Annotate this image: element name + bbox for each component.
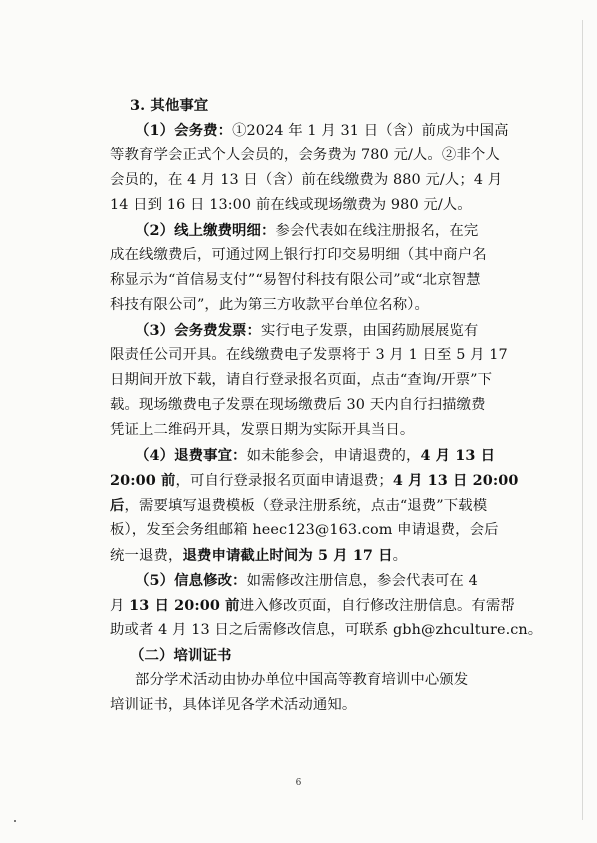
document-body (110, 93, 543, 718)
text-line (110, 693, 496, 718)
text-line (110, 93, 496, 118)
bold-text: 后 (110, 497, 125, 514)
bold-text: 4 月 13 日 20:00 (392, 472, 519, 489)
text-line (110, 143, 500, 168)
body-text: 月 (110, 598, 130, 614)
bold-text: （3）会务费发票： (135, 322, 262, 339)
bold-text: （二）培训证书 (130, 647, 232, 664)
text-line (110, 343, 508, 368)
text-line (110, 468, 519, 493)
text-line (110, 118, 509, 143)
text-line (110, 418, 496, 443)
body-text: 14 日到 16 日 13:00 前在线或现场缴费为 980 元/人。 (110, 197, 472, 213)
body-text: 如需修改注册信息，参会代表可在 4 (246, 573, 478, 589)
body-text: 凭证上二维码开具，发票日期为实际开具当日。 (110, 422, 415, 438)
body-text: 实行电子发票，由国药励展展览有 (261, 323, 479, 339)
body-text: 限责任公司开具。在线缴费电子发票将于 3 月 1 日至 5 月 17 (110, 347, 508, 363)
text-line (110, 168, 503, 193)
body-text: 如未能参会，申请退费的， (246, 448, 421, 464)
body-text: 部分学术活动由协办单位中国高等教育培训中心颁发 (135, 672, 469, 688)
body-text: ①2024 年 1 月 31 日（含）前成为中国高 (232, 123, 509, 139)
body-text: ，需要填写退费模板（登录注册系统，点击“退费”下载模 (124, 498, 488, 514)
scan-edge-line (582, 20, 583, 820)
text-line (110, 543, 496, 568)
body-text: ，可自行登录报名页面申请退费； (175, 473, 393, 489)
bold-text: （5）信息修改： (135, 572, 247, 589)
body-text: 培训证书，具体详见各学术活动通知。 (110, 697, 357, 713)
body-text: 会员的，在 4 月 13 日（含）前在线缴费为 880 元/人；4 月 (110, 172, 503, 188)
text-line (110, 518, 499, 543)
text-line (110, 393, 496, 418)
body-text: 称显示为“首信易支付”“易智付科技有限公司”或“北京智慧 (110, 272, 481, 288)
text-line (110, 318, 496, 343)
body-text: 参会代表如在线注册报名，在完 (275, 223, 479, 239)
bold-text: （4）退费事宜： (135, 447, 247, 464)
text-line (110, 293, 496, 318)
body-text: 板），发至会务组邮箱 heec123@163.com 申请退费，会后 (110, 522, 499, 538)
bold-text: 退费申请截止时间为 5 月 17 日 (182, 547, 393, 564)
body-text: 载。现场缴费电子发票在现场缴费后 30 天内自行扫描缴费 (110, 397, 486, 413)
bold-text: 4 月 13 日 (420, 447, 496, 464)
body-text: 日期间开放下载，请自行登录报名页面，点击“查询/开票”下 (110, 372, 493, 388)
page-number: 6 (295, 778, 302, 788)
bold-text: （2）线上缴费明细： (135, 222, 276, 239)
body-text: 等教育学会正式个人会员的，会务费为 780 元/人。②非个人 (110, 147, 500, 163)
bold-text: 3. 其他事宜 (130, 97, 209, 114)
bold-text: （1）会务费： (135, 122, 233, 139)
text-line (110, 618, 543, 643)
body-text: 进入修改页面，自行修改注册信息。有需帮 (239, 598, 515, 614)
body-text: 。 (392, 548, 408, 564)
text-line (110, 643, 496, 668)
body-text: 科技有限公司”，此为第三方收款平台单位名称）。 (110, 297, 430, 313)
bold-text: 13 日 20:00 前 (129, 597, 240, 614)
text-line (110, 493, 496, 518)
body-text: 助或者 4 月 13 日之后需修改信息，可联系 gbh@zhculture.cn。 (110, 622, 543, 638)
text-line (110, 218, 496, 243)
scan-speck (14, 820, 16, 822)
text-line (110, 568, 496, 593)
text-line (110, 593, 515, 618)
text-line (110, 668, 496, 693)
bold-text: 20:00 前 (110, 472, 176, 489)
body-text: 统一退费， (110, 548, 183, 564)
text-line (110, 443, 496, 468)
text-line (110, 368, 496, 393)
text-line (110, 268, 496, 293)
text-line (110, 193, 496, 218)
body-text: 成在线缴费后，可通过网上银行打印交易明细（其中商户名 (110, 247, 487, 263)
text-line (110, 243, 496, 268)
